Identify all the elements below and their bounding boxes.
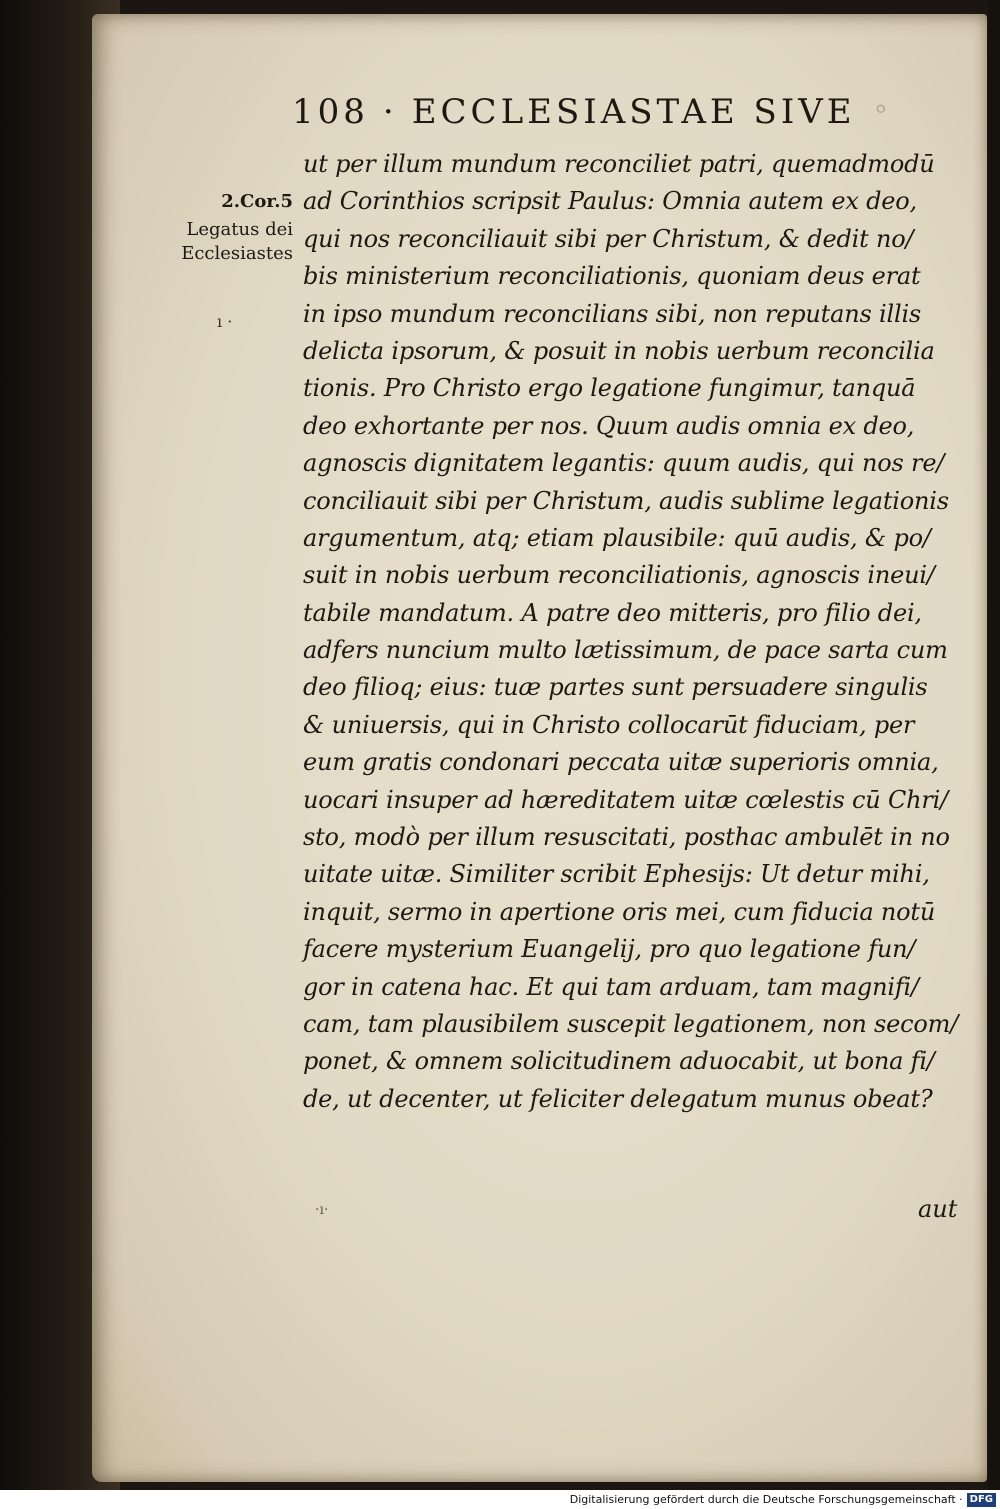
text-line: ponet, & omnem solicitudinem aduocabit, ut bona fi/ [303,1047,935,1076]
text-line: ad Corinthios scripsit Paulus: Omnia autem ex deo, [303,187,917,216]
text-line: argumentum, atq; etiam plausibile: quū audis, & po/ [303,523,931,552]
text-line: tabile mandatum. A patre deo mitteris, pro filio dei, [303,598,922,627]
text-line: eum gratis condonari peccata uitæ superioris omnia, [303,748,939,777]
text-line: gor in catena hac. Et qui tam arduam, tam magnifi/ [303,972,919,1001]
book-right-edge [988,0,1000,1490]
text-line: cam, tam plausibilem suscepit legationem, non secom/ [303,1009,959,1038]
text-line: inquit, sermo in apertione oris mei, cum fiducia notū [303,897,936,926]
text-line: conciliauit sibi per Christum, audis sublime legationis [303,486,949,515]
text-line: deo filioq; eius: tuæ partes sunt persuadere singulis [303,673,928,702]
text-line: ut per illum mundum reconciliet patri, quemadmodū [303,150,935,178]
margin-notes [158,190,293,266]
text-line: agnoscis dignitatem legantis: quum audis, qui nos re/ [303,449,945,478]
running-head-separator: · [382,92,398,132]
dfg-logo: DFG [967,1493,996,1507]
text-line: in ipso mundum reconcilians sibi, non reputans illis [303,299,922,328]
text-line: bis ministerium reconciliationis, quoniam deus erat [303,262,921,291]
footer-credit-text: Digitalisierung gefördert durch die Deutsche Forschungsgemeinschaft · [569,1493,963,1506]
text-line: uitate uitæ. Similiter scribit Ephesijs: Ut detur mihi, [303,860,930,889]
text-line: facere mysterium Euangelij, pro quo legatione fun/ [303,935,916,964]
running-title: ECCLESIASTAE SIVE [411,92,856,132]
text-line: tionis. Pro Christo ergo legatione fungimur, tanquā [303,374,916,403]
running-head [292,92,856,132]
digitization-footer [0,1490,1000,1509]
text-line: sto, modò per illum resuscitati, posthac ambulēt in no [303,823,950,852]
text-line: delicta ipsorum, & posuit in nobis uerbum reconcilia [303,336,935,365]
text-line: qui nos reconciliauit sibi per Christum, & dedit no/ [303,224,914,253]
page-number: 108 [292,92,369,132]
marginal-mark: ı · [217,312,233,331]
text-line: deo exhortante per nos. Quum audis omnia ex deo, [303,411,915,440]
text-line: uocari insuper ad hæreditatem uitæ cœlestis cū Chri/ [303,785,949,814]
text-line: adfers nuncium multo lætissimum, de pace sarta cum [303,636,948,665]
catchword: aut [918,1195,958,1223]
ink-speck: ·ı· [315,1202,329,1218]
body-text [303,146,963,1118]
margin-note-ecclesiastes: Ecclesiastes [181,243,293,264]
margin-note-legatus: Legatus dei [186,219,293,240]
margin-note-reference: 2.Cor.5 [221,191,293,212]
text-line: suit in nobis uerbum reconciliationis, agnoscis ineui/ [303,561,935,590]
text-line: & uniuersis, qui in Christo collocarūt fiduciam, per [303,710,915,739]
text-line: de, ut decenter, ut feliciter delegatum munus obeat? [303,1084,933,1113]
faded-mark: ∘ [872,94,890,125]
